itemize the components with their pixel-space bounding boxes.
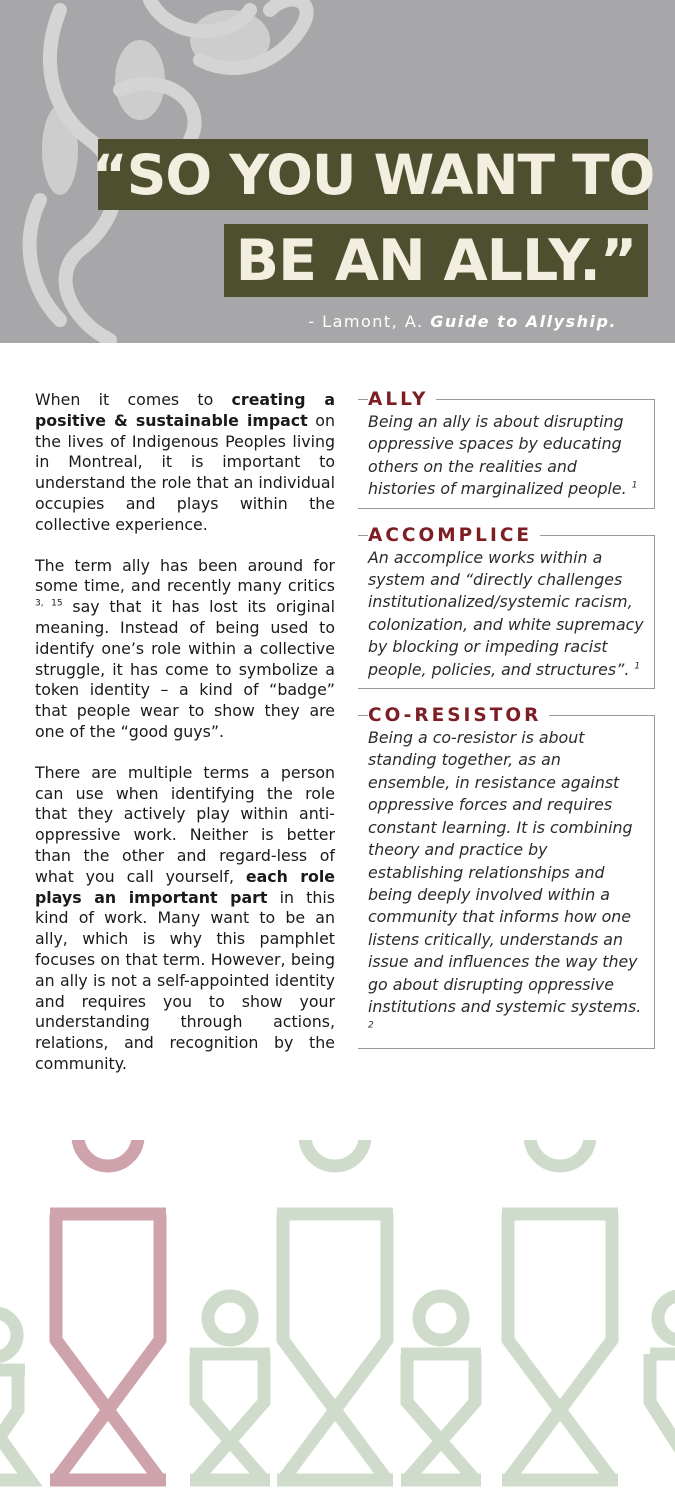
attribution-source: Guide to Allyship. — [430, 312, 617, 331]
definition-body: Being a co-resistor is about standing together, as an ensemble, in resistance against oppressive forces and requires constant learning. It is combining theory and practice by establishing relationships and being deeply involved within a community that informs how one listens critically, understands an issue and influences the way they go about disrupting oppressive institutions and systemic systems. — [368, 728, 642, 1016]
figure-icon — [401, 1296, 481, 1480]
definition-term: CO-RESISTOR — [368, 705, 549, 727]
definition-term: ALLY — [368, 389, 436, 411]
intro-paragraph-2 — [35, 556, 335, 743]
definition-ally — [368, 389, 658, 509]
p2-text-a: The term ally has been around for some time, and recently many critics — [35, 555, 335, 596]
p1-text-b: on the lives of Indigenous Peoples living in Montreal, it is important to understand the role that an individual occupies and plays within the collective experience. — [35, 410, 335, 534]
definition-term: ACCOMPLICE — [368, 525, 540, 547]
attribution-author: - Lamont, A. — [308, 312, 431, 331]
definition-body: Being an ally is about disrupting oppressive spaces by educating others on the realities and histories of marginalized people. — [368, 412, 632, 499]
definition-accomplice — [368, 525, 658, 689]
figure-icon — [277, 1140, 393, 1480]
p3-text-a: There are multiple terms a person can use when identifying the role that they actively play within anti-oppressive work. Neither is better than the other and regard-less of what you call yourself, — [35, 762, 335, 886]
figure-icon — [190, 1296, 270, 1480]
intro-text — [35, 390, 335, 1095]
figure-icon — [502, 1140, 618, 1480]
title-line-1: “SO YOU WANT TO — [98, 139, 648, 210]
definition-text — [368, 727, 658, 1049]
p1-bold: creating a positive & sustainable impact — [35, 390, 335, 430]
title-line-2: BE AN ALLY.” — [224, 224, 648, 297]
figure-icon — [50, 1140, 166, 1480]
intro-paragraph-3 — [35, 763, 335, 1075]
p3-bold: each role plays an important part — [35, 866, 335, 907]
definition-reference: 1 — [631, 480, 638, 491]
header-banner — [0, 0, 675, 343]
figure-icon — [0, 1313, 30, 1480]
figure-icon — [650, 1296, 675, 1480]
definition-body: An accomplice works within a system and “directly challenges institutionalized/systemic racism, colonization, and white supremacy by blocking or impeding racist people, policies, and structures”. — [368, 547, 644, 679]
p2-reference: 3, 15 — [35, 598, 63, 609]
definitions — [368, 389, 658, 1065]
definition-co-resistor — [368, 705, 658, 1049]
intro-paragraph-1 — [35, 390, 335, 536]
definition-reference: 1 — [634, 661, 641, 672]
attribution — [308, 312, 617, 331]
definition-text — [368, 411, 658, 509]
people-figures-illustration — [0, 1140, 675, 1500]
definition-text — [368, 547, 658, 689]
p2-text-b: say that it has lost its original meaning. Instead of being used to identify one’s role within a collective struggle, it has come to symbolize a token identity – a kind of “badge” that people wear to show they are one of the “good guys”. — [35, 597, 335, 741]
definition-reference: 2 — [368, 1021, 374, 1032]
p3-text-b: in this kind of work. Many want to be an ally, which is why this pamphlet focuses on that term. However, being an ally is not a self-appointed identity and requires you to show your understanding through actions, relations, and recognition by the community. — [35, 887, 335, 1073]
p1-text-a: When it comes to — [35, 390, 232, 409]
